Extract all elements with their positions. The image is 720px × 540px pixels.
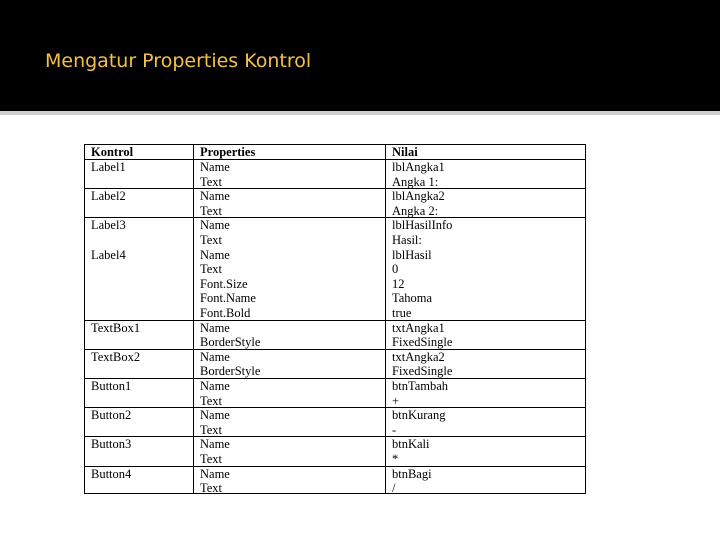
cell-property: Name xyxy=(200,466,230,481)
cell-kontrol: Label1 xyxy=(91,160,126,174)
cell-property: Text xyxy=(200,174,223,189)
row-divider xyxy=(85,466,585,467)
cell-value: - xyxy=(392,422,397,437)
cell-property: Name xyxy=(200,349,230,364)
cell-value: / xyxy=(392,481,396,496)
row-divider xyxy=(85,349,585,350)
cell-property: Text xyxy=(200,262,223,277)
cell-value: btnBagi xyxy=(392,466,432,481)
cell-kontrol: Label2 xyxy=(91,189,126,204)
cell-property: Font.Size xyxy=(200,276,248,291)
row-divider xyxy=(85,407,585,408)
cell-value: FixedSingle xyxy=(392,335,453,350)
cell-kontrol: Button2 xyxy=(91,408,132,423)
cell-value: * xyxy=(392,452,399,466)
title-bar xyxy=(0,0,720,111)
header-kontrol: Kontrol xyxy=(91,145,134,159)
cell-kontrol: Label3 xyxy=(91,218,126,233)
cell-value: true xyxy=(392,306,412,320)
cell-value: + xyxy=(392,393,400,408)
cell-property: Name xyxy=(200,379,230,393)
cell-property: Text xyxy=(200,203,223,218)
cell-property: Name xyxy=(200,437,230,452)
cell-property: Name xyxy=(200,320,230,335)
cell-value: lblAngka2 xyxy=(392,189,445,204)
header-properties: Properties xyxy=(200,145,256,159)
cell-kontrol: TextBox1 xyxy=(91,320,141,335)
cell-property: Name xyxy=(200,218,230,233)
cell-property: Text xyxy=(200,452,223,466)
row-divider xyxy=(85,436,585,437)
cell-kontrol: Button3 xyxy=(91,437,132,452)
cell-property: Name xyxy=(200,247,230,262)
header-nilai: Nilai xyxy=(392,145,418,159)
cell-value: txtAngka1 xyxy=(392,320,445,335)
cell-property: Name xyxy=(200,160,230,174)
cell-value: btnTambah xyxy=(392,379,449,393)
cell-value: Angka 1: xyxy=(392,174,439,189)
row-divider xyxy=(85,378,585,379)
cell-value: Angka 2: xyxy=(392,203,439,218)
cell-property: Name xyxy=(200,189,230,204)
cell-value: lblHasil xyxy=(392,247,432,262)
cell-property: Font.Name xyxy=(200,291,256,306)
cell-value: btnKurang xyxy=(392,408,446,423)
cell-value: 12 xyxy=(392,276,405,291)
cell-kontrol: TextBox2 xyxy=(91,349,141,364)
cell-value: txtAngka2 xyxy=(392,349,445,364)
cell-value: lblAngka1 xyxy=(392,160,445,174)
cell-value: lblHasilInfo xyxy=(392,218,453,233)
cell-property: Text xyxy=(200,393,223,408)
cell-kontrol: Button1 xyxy=(91,379,132,393)
cell-kontrol: Button4 xyxy=(91,466,132,481)
cell-value: FixedSingle xyxy=(392,364,453,379)
slide-title: Mengatur Properties Kontrol xyxy=(45,50,312,72)
cell-value: btnKali xyxy=(392,437,430,452)
row-divider xyxy=(85,188,585,189)
cell-property: Font.Bold xyxy=(200,306,251,320)
cell-value: Tahoma xyxy=(392,291,433,306)
cell-property: BorderStyle xyxy=(200,364,261,379)
cell-value: 0 xyxy=(392,262,399,277)
table-header-row xyxy=(85,145,585,160)
properties-table xyxy=(84,144,586,494)
row-divider xyxy=(85,217,585,218)
cell-property: Text xyxy=(200,481,223,496)
title-divider xyxy=(0,111,720,115)
cell-value: Hasil: xyxy=(392,233,422,247)
cell-property: Name xyxy=(200,408,230,423)
cell-kontrol: Label4 xyxy=(91,247,126,262)
cell-property: Text xyxy=(200,422,223,437)
cell-property: Text xyxy=(200,233,223,247)
cell-property: BorderStyle xyxy=(200,335,261,350)
row-divider xyxy=(85,320,585,321)
